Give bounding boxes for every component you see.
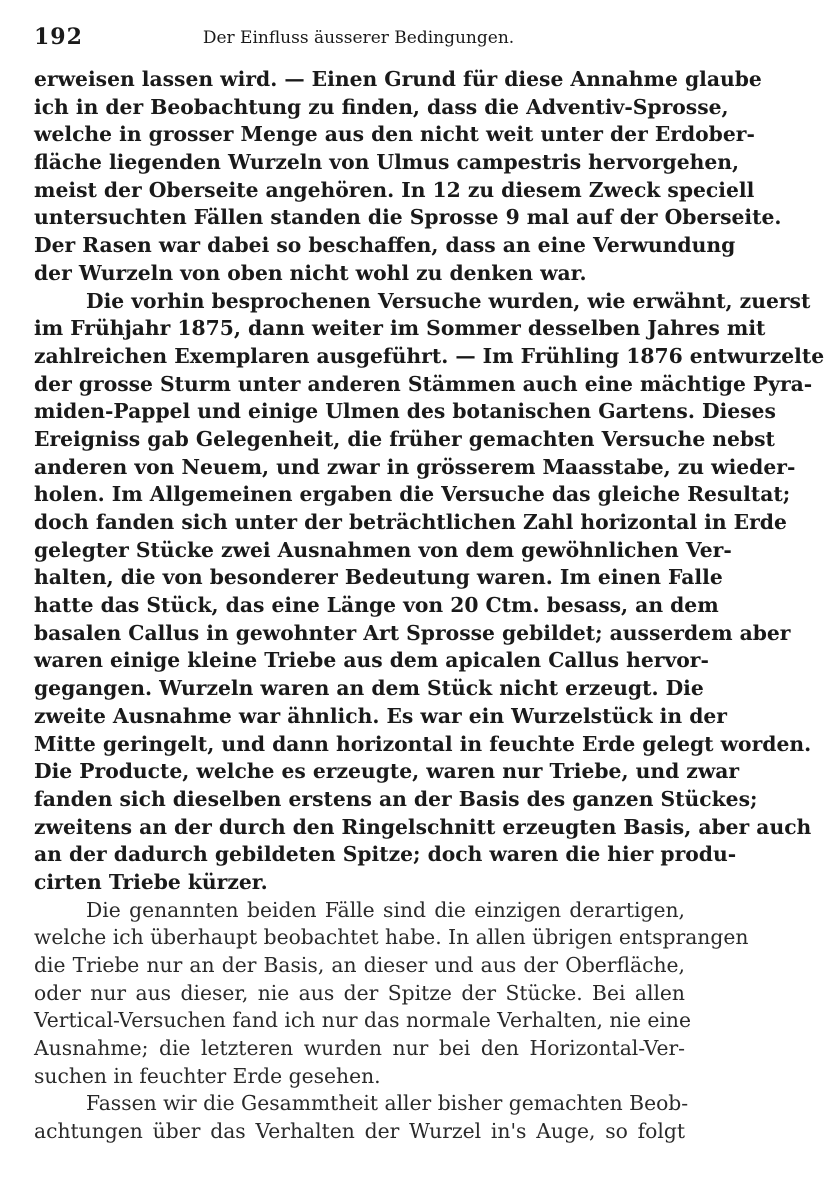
text-line: achtungen über das Verhalten der Wurzel in's Auge, so folgt: [34, 1119, 685, 1144]
text-line: waren einige kleine Triebe aus dem apicalen Callus hervor-: [34, 648, 709, 673]
text-line: Die genannten beiden Fälle sind die einzigen derartigen,: [86, 897, 685, 922]
text-line: im Frühjahr 1875, dann weiter im Sommer desselben Jahres mit: [34, 316, 766, 341]
text-line: Fassen wir die Gesammtheit aller bisher gemachten Beob-: [86, 1091, 689, 1116]
text-line: welche ich überhaupt beobachtet habe. In allen übrigen entsprangen: [34, 925, 749, 950]
text-line: Ereigniss gab Gelegenheit, die früher gemachten Versuche nebst: [34, 426, 775, 451]
text-line: zahlreichen Exemplaren ausgeführt. — Im Frühling 1876 entwurzelte: [34, 343, 824, 368]
text-line: der grosse Sturm unter anderen Stämmen auch eine mächtige Pyra-: [34, 371, 813, 396]
text-line: cirten Triebe kürzer.: [34, 869, 268, 894]
paragraph-3: [34, 897, 749, 1091]
text-line: meist der Oberseite angehören. In 12 zu diesem Zweck speciell: [34, 177, 755, 202]
text-line: der Wurzeln von oben nicht wohl zu denken war.: [34, 260, 587, 285]
text-line: Mitte geringelt, und dann horizontal in feuchte Erde gelegt worden.: [34, 731, 812, 756]
text-line: zweitens an der durch den Ringelschnitt erzeugten Basis, aber auch: [34, 814, 812, 839]
text-line: halten, die von besonderer Bedeutung waren. Im einen Falle: [34, 565, 723, 590]
body-text: [34, 66, 824, 1146]
text-line: Der Rasen war dabei so beschaffen, dass an eine Verwundung: [34, 233, 736, 258]
text-line: basalen Callus in gewohnter Art Sprosse gebildet; ausserdem aber: [34, 620, 791, 645]
text-line: welche in grosser Menge aus den nicht weit unter der Erdober-: [34, 122, 755, 147]
text-line: Die vorhin besprochenen Versuche wurden, wie erwähnt, zuerst: [86, 288, 811, 313]
text-line: Vertical-Versuchen fand ich nur das normale Verhalten, nie eine: [34, 1008, 691, 1033]
text-line: Die Producte, welche es erzeugte, waren nur Triebe, und zwar: [34, 759, 740, 784]
text-line: oder nur aus dieser, nie aus der Spitze der Stücke. Bei allen: [34, 980, 685, 1005]
running-head: Der Einfluss äusserer Bedingungen.: [202, 28, 515, 48]
text-line: fläche liegenden Wurzeln von Ulmus campestris hervorgehen,: [34, 150, 740, 175]
page-number: 192: [34, 24, 83, 50]
page-header: [34, 24, 683, 54]
text-line: fanden sich dieselben erstens an der Basis des ganzen Stückes;: [34, 786, 758, 811]
text-line: untersuchten Fällen standen die Sprosse 9 mal auf der Oberseite.: [34, 205, 782, 230]
text-line: gelegter Stücke zwei Ausnahmen von dem gewöhnlichen Ver-: [34, 537, 732, 562]
text-line: erweisen lassen wird. — Einen Grund für diese Annahme glaube: [34, 67, 762, 91]
text-line: ich in der Beobachtung zu finden, dass die Adventiv-Sprosse,: [34, 94, 729, 119]
paragraph-4: [34, 1090, 689, 1145]
text-line: hatte das Stück, das eine Länge von 20 Ctm. besass, an dem: [34, 593, 719, 618]
text-line: gegangen. Wurzeln waren an dem Stück nicht erzeugt. Die: [34, 676, 704, 701]
text-line: miden-Pappel und einige Ulmen des botanischen Gartens. Dieses: [34, 399, 776, 424]
text-line: Ausnahme; die letzteren wurden nur bei den Horizontal-Ver-: [34, 1036, 685, 1061]
text-line: zweite Ausnahme war ähnlich. Es war ein Wurzelstück in der: [34, 703, 727, 728]
text-line: suchen in feuchter Erde gesehen.: [34, 1063, 381, 1088]
paragraph-2: [34, 288, 824, 897]
text-line: anderen von Neuem, und zwar in grösserem Maasstabe, zu wieder-: [34, 454, 796, 479]
text-line: die Triebe nur an der Basis, an dieser und aus der Oberfläche,: [34, 953, 685, 977]
text-line: holen. Im Allgemeinen ergaben die Versuche das gleiche Resultat;: [34, 482, 791, 507]
text-line: doch fanden sich unter der beträchtlichen Zahl horizontal in Erde: [34, 510, 787, 534]
paragraph-1: [34, 66, 782, 288]
text-line: an der dadurch gebildeten Spitze; doch waren die hier produ-: [34, 842, 737, 867]
